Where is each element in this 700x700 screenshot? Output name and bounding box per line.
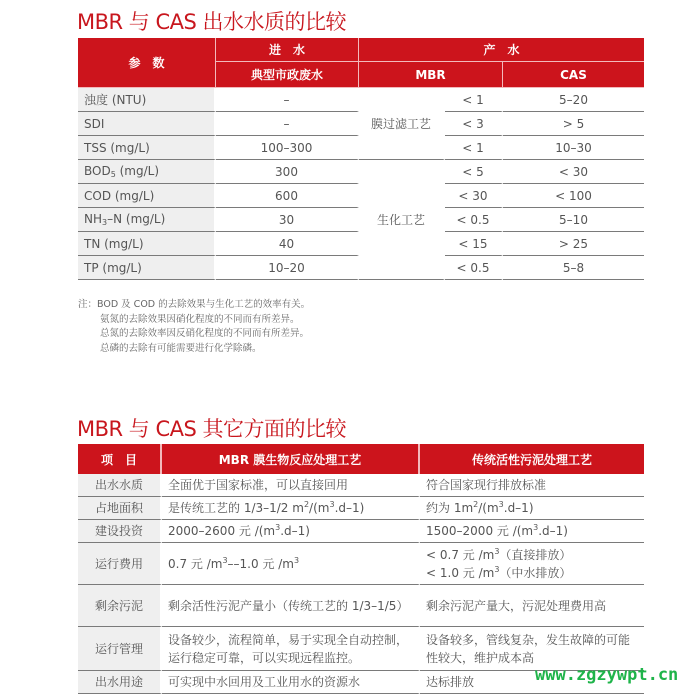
- header-outflow-group: 产 水: [359, 38, 644, 62]
- header-mbr-process: MBR 膜生物反应处理工艺: [162, 444, 420, 474]
- mbr-cell: < 1: [445, 88, 503, 112]
- item-cell: 剩余污泥: [78, 585, 162, 627]
- mbr-cell: < 30: [445, 184, 503, 208]
- header-item: 项 目: [78, 444, 162, 474]
- note-line: 注：BOD 及 COD 的去除效果与生化工艺的效率有关。: [78, 299, 311, 310]
- table2-title: MBR 与 CAS 其它方面的比较: [77, 417, 347, 441]
- inflow-cell: 10–20: [216, 256, 359, 280]
- cas-cell: 1500–2000 元 $/(m^3.d-1)$: [420, 520, 644, 543]
- header-cas-process: 传统活性污泥处理工艺: [420, 444, 644, 474]
- inflow-cell: –: [216, 88, 359, 112]
- item-cell: 运行管理: [78, 627, 162, 671]
- cas-cell: > 5: [503, 112, 644, 136]
- param-cell: $BOD_5$ (mg/L): [78, 160, 216, 184]
- table-row: [78, 160, 644, 184]
- inflow-cell: 30: [216, 208, 359, 232]
- param-cell: 浊度 (NTU): [78, 88, 216, 112]
- cas-cell: < 30: [503, 160, 644, 184]
- item-cell: 出水用途: [78, 671, 162, 694]
- header-mbr: MBR: [359, 62, 503, 88]
- header-inflow-sub: 典型市政废水: [216, 62, 359, 88]
- other-aspects-table: [78, 444, 644, 694]
- process-group-membrane: 膜过滤工艺: [359, 88, 445, 160]
- inflow-cell: 600: [216, 184, 359, 208]
- header-param: 参 数: [78, 38, 216, 88]
- cas-cell: 5–10: [503, 208, 644, 232]
- header-cas: CAS: [503, 62, 644, 88]
- param-cell: TP (mg/L): [78, 256, 216, 280]
- cas-cell: 5–8: [503, 256, 644, 280]
- header-inflow-group: 进 水: [216, 38, 359, 62]
- param-cell: $NH_3-N$ (mg/L): [78, 208, 216, 232]
- mbr-cell: 可实现中水回用及工业用水的资源水: [162, 671, 420, 694]
- cas-cell: < 0.7 元 $/m^3$（直接排放） < 1.0 元 $/m^3$（中水排放）: [420, 543, 644, 585]
- mbr-cell: 是传统工艺的 1/3–1/2 $m^2/(m^3.d-1)$: [162, 497, 420, 520]
- inflow-cell: 300: [216, 160, 359, 184]
- mbr-cell: 设备较少，流程简单，易于实现全自动控制，运行稳定可靠，可以实现远程监控。: [162, 627, 420, 671]
- table1-title: MBR 与 CAS 出水水质的比较: [77, 10, 347, 34]
- watermark: www.zgzywpt.cn: [535, 665, 679, 685]
- mbr-cell: < 0.5: [445, 208, 503, 232]
- table-row: [78, 543, 644, 585]
- table-row: [78, 585, 644, 627]
- cas-cell: 10–30: [503, 136, 644, 160]
- item-cell: 占地面积: [78, 497, 162, 520]
- mbr-cell: < 1: [445, 136, 503, 160]
- inflow-cell: –: [216, 112, 359, 136]
- cas-cell: 符合国家现行排放标准: [420, 474, 644, 497]
- cas-cell: 5–20: [503, 88, 644, 112]
- table-row: [78, 88, 644, 112]
- inflow-cell: 100–300: [216, 136, 359, 160]
- mbr-cell: 2000–2600 元 $/(m^3.d-1)$: [162, 520, 420, 543]
- table-row: [78, 497, 644, 520]
- item-cell: 出水水质: [78, 474, 162, 497]
- mbr-cell: 剩余活性污泥产量小（传统工艺的 1/3–1/5）: [162, 585, 420, 627]
- table-row: [78, 520, 644, 543]
- param-cell: TSS (mg/L): [78, 136, 216, 160]
- mbr-cell: < 0.5: [445, 256, 503, 280]
- mbr-cell: 全面优于国家标准，可以直接回用: [162, 474, 420, 497]
- water-quality-table: [78, 38, 644, 280]
- process-group-biochemical: 生化工艺: [359, 160, 445, 280]
- cas-cell: 约为 $1m^2/(m^3.d-1)$: [420, 497, 644, 520]
- cas-cell: 达标排放: [420, 671, 644, 694]
- item-cell: 建设投资: [78, 520, 162, 543]
- cas-cell: > 25: [503, 232, 644, 256]
- param-cell: SDI: [78, 112, 216, 136]
- table-row: [78, 474, 644, 497]
- cas-cell: 剩余污泥产量大，污泥处理费用高: [420, 585, 644, 627]
- note-line: 总氮的去除效率因反硝化程度的不同而有所差异。: [100, 328, 310, 339]
- mbr-cell: < 15: [445, 232, 503, 256]
- param-cell: COD (mg/L): [78, 184, 216, 208]
- table1-notes: [78, 298, 310, 356]
- param-cell: TN (mg/L): [78, 232, 216, 256]
- item-cell: 运行费用: [78, 543, 162, 585]
- note-line: 氨氮的去除效果因硝化程度的不同而有所差异。: [100, 313, 300, 325]
- note-line: 总磷的去除有可能需要进行化学除磷。: [100, 342, 262, 354]
- mbr-cell: 0.7 元 $/m^3--1.0$ 元 $/m^3$: [162, 543, 420, 585]
- mbr-cell: < 5: [445, 160, 503, 184]
- inflow-cell: 40: [216, 232, 359, 256]
- cas-cell: < 100: [503, 184, 644, 208]
- cas-cell: 设备较多，管线复杂，发生故障的可能性较大，维护成本高: [420, 627, 644, 671]
- mbr-cell: < 3: [445, 112, 503, 136]
